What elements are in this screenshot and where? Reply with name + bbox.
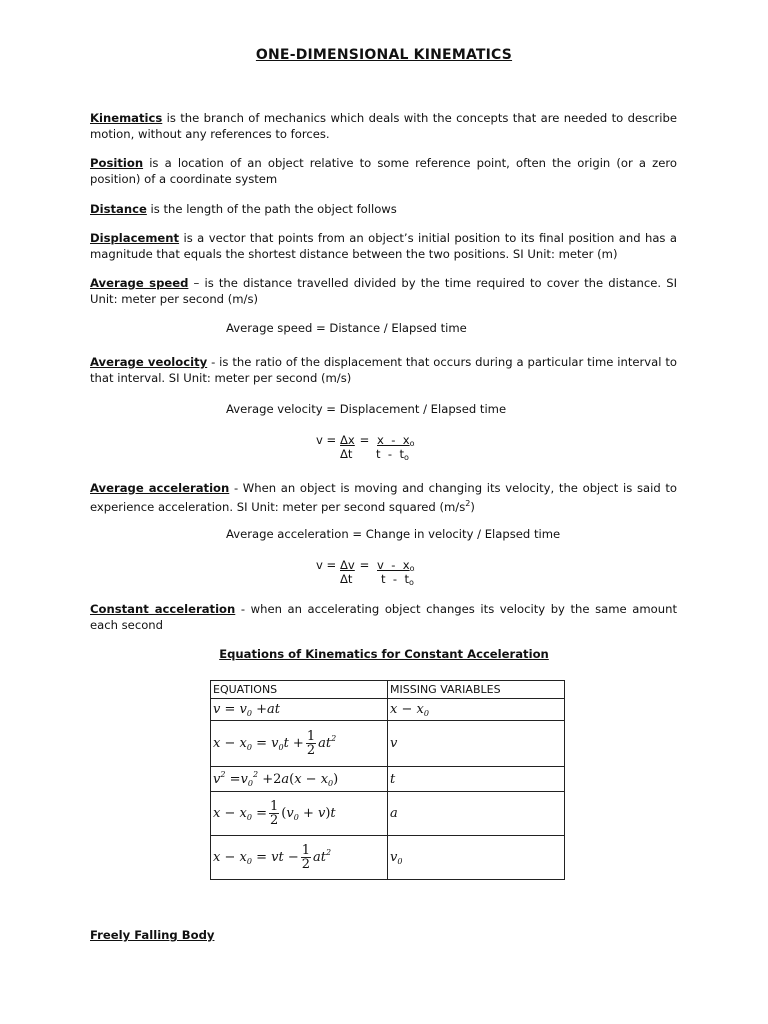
definition-text: - is the ratio of the displacement that occurs during a particular time interval to that interval. SI Unit: meter per second (m/s) <box>90 355 677 385</box>
missing-v0: $v_0$ <box>390 849 403 866</box>
missing-v: v <box>390 736 398 751</box>
header-missing-variables: MISSING VARIABLES <box>388 681 565 699</box>
equations-heading: Equations of Kinematics for Constant Acceleration <box>219 647 549 661</box>
formula-subscript: o <box>409 439 415 448</box>
missing-cell <box>388 792 565 836</box>
definition-text: is the branch of mechanics which deals with the concepts that are needed to describe motion, without any references to forces. <box>90 111 677 141</box>
missing-cell <box>388 836 565 880</box>
formula-text: v - x <box>377 558 410 572</box>
definition-displacement <box>90 230 677 262</box>
term-average-velocity: Average veolocity <box>90 355 208 369</box>
formula-denominator: Δt <box>340 447 353 461</box>
formula-text: t - t <box>381 572 410 586</box>
definition-average-speed <box>90 275 677 307</box>
formula-numerator: Δx <box>340 433 355 447</box>
header-equations: EQUATIONS <box>211 681 388 699</box>
formula-average-speed: Average speed = Distance / Elapsed time <box>226 321 467 335</box>
definition-average-acceleration <box>90 480 677 515</box>
equation-position-vt: $x - x_0$ = vt − $\frac{1}{2}$ $at^2$ <box>213 843 332 872</box>
section-heading-freely-falling-body: Freely Falling Body <box>90 928 215 942</box>
equation-cell <box>211 836 388 880</box>
formula-subscript: o <box>404 453 409 462</box>
formula-average-velocity: Average velocity = Displacement / Elapsed time <box>226 402 507 416</box>
equation-v-squared: $v^2 =v_0^2 +2a(x - x_0)$ <box>213 770 339 788</box>
equation-cell <box>211 699 388 721</box>
missing-a: a <box>390 806 398 821</box>
equation-cell <box>211 767 388 792</box>
table-row <box>211 767 565 792</box>
formula-numerator: Δv <box>340 558 355 572</box>
missing-cell <box>388 767 565 792</box>
definition-distance <box>90 201 677 217</box>
term-average-speed: Average speed <box>90 276 189 290</box>
term-position: Position <box>90 156 144 170</box>
missing-cell <box>388 699 565 721</box>
formula-text: t - t <box>376 447 405 461</box>
formula-subscript: o <box>409 578 414 587</box>
formula-denominator: Δt <box>340 572 353 586</box>
definition-text: is a vector that points from an object’s initial position to its final position and has a magnitude that equals the shortest distance between the two positions. SI Unit: meter (m) <box>90 231 677 261</box>
equation-cell <box>211 792 388 836</box>
missing-displacement: $x - x_0$ <box>390 701 429 718</box>
formula-equals: = <box>356 433 374 447</box>
equation-average-velocity-form: $x - x_0$ = $\frac{1}{2}$ $(v_0 + v)t$ <box>213 799 336 828</box>
equation-position-v0t: $x - x_0 = v_0t$ + $\frac{1}{2}$ $at^2$ <box>213 729 337 758</box>
term-constant-acceleration: Constant acceleration <box>90 602 236 616</box>
equation-cell <box>211 721 388 767</box>
term-average-acceleration: Average acceleration <box>90 481 230 495</box>
term-kinematics: Kinematics <box>90 111 163 125</box>
definition-text: ) <box>470 500 475 514</box>
equation-v-equals-v0-plus-at: $v = v_0 +at$ <box>213 701 280 718</box>
definition-text: is the length of the path the object follows <box>146 202 397 216</box>
formula-lhs: v = <box>316 558 340 572</box>
formula-average-acceleration: Average acceleration = Change in velocity / Elapsed time <box>226 527 561 541</box>
table-row <box>211 699 565 721</box>
formula-denominator <box>376 447 409 465</box>
page-title: ONE-DIMENSIONAL KINEMATICS <box>255 47 513 63</box>
definition-position <box>90 155 677 187</box>
formula-text: x - x <box>377 433 410 447</box>
definition-average-velocity <box>90 354 677 386</box>
table-header-row <box>211 681 565 699</box>
definition-constant-acceleration <box>90 601 677 633</box>
term-displacement: Displacement <box>90 231 180 245</box>
table-row <box>211 836 565 880</box>
formula-lhs: v = <box>316 433 340 447</box>
definition-kinematics <box>90 110 677 142</box>
kinematics-equations-table <box>210 680 565 880</box>
missing-t: t <box>390 771 396 787</box>
definition-text: - When an object is moving and changing its velocity, the object is said to experience acceleration. SI Unit: meter per second squared (m/s <box>90 481 677 514</box>
unit-exponent: 2 <box>465 499 471 508</box>
table-row <box>211 721 565 767</box>
definition-text: is a location of an object relative to some reference point, often the origin (or a zero position) of a coordinate system <box>90 156 677 186</box>
definition-text: – is the distance travelled divided by the time required to cover the distance. SI Unit: meter per second (m/s) <box>90 276 677 306</box>
definition-text: - when an accelerating object changes its velocity by the same amount each second <box>90 602 678 632</box>
formula-subscript: o <box>409 564 415 573</box>
table-row <box>211 792 565 836</box>
formula-equals: = <box>356 558 374 572</box>
formula-denominator <box>381 572 414 590</box>
missing-cell <box>388 721 565 767</box>
term-distance: Distance <box>90 202 147 216</box>
